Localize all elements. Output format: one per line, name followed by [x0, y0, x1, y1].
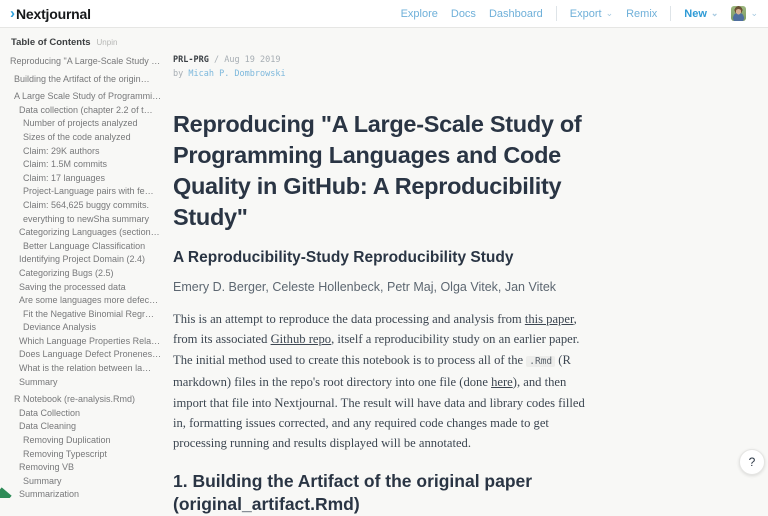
paragraph-text: , itself a reproducibility study on an earlier paper. The initial method used to create this notebook is to process all of the	[173, 332, 580, 367]
top-nav	[0, 0, 768, 28]
nav-divider	[670, 6, 671, 21]
toc-item[interactable]: everything to newSha summary	[23, 213, 150, 224]
toc-item[interactable]: Claim: 1.5M commits	[23, 159, 108, 170]
author-link[interactable]: Micah P. Dombrowski	[188, 69, 286, 79]
toc-item[interactable]: A Large Scale Study of Programmi…	[14, 91, 162, 102]
toc-item[interactable]: Data Collection	[19, 407, 81, 418]
paragraph-text: ), and then import that file into Nextjournal. The result will have data and library codes filled in, formatting issues corrected, and any required code changes made to get processing running and results displayed will be annotated.	[173, 375, 585, 451]
toc-item[interactable]: Removing VB	[19, 462, 75, 473]
article	[173, 28, 597, 516]
nav-docs[interactable]: Docs	[450, 7, 476, 20]
authors-line: Emery D. Berger, Celeste Hollenbeck, Petr Maj, Olga Vitek, Jan Vitek	[173, 280, 557, 294]
new-label: New	[684, 7, 707, 20]
toc-item[interactable]: Better Language Classification	[23, 240, 146, 251]
avatar	[731, 6, 746, 21]
nav-dashboard[interactable]: Dashboard	[488, 7, 543, 20]
toc-item[interactable]: Data collection (chapter 2.2 of t…	[19, 104, 153, 115]
toc-unpin-button[interactable]: Unpin	[96, 38, 118, 47]
chevron-down-icon: ⌄	[605, 8, 614, 18]
toc-item[interactable]: Summarization	[19, 489, 80, 498]
toc-item[interactable]: Claim: 29K authors	[23, 145, 100, 156]
logo-text: Nextjournal	[16, 5, 91, 22]
toc-item[interactable]: Summary	[19, 376, 58, 387]
nav-explore[interactable]: Explore	[400, 7, 438, 20]
page-title: Reproducing "A Large-Scale Study of Programming Languages and Code Quality in GitHub: A Reproducibility Study"	[173, 111, 582, 230]
nav-divider	[556, 6, 557, 21]
nextjournal-logo[interactable]	[10, 6, 91, 22]
chevron-down-icon: ⌄	[710, 8, 719, 18]
export-label: Export	[569, 7, 602, 20]
new-menu-button[interactable]	[684, 8, 718, 20]
table-of-contents	[0, 28, 168, 498]
article-date: Aug 19 2019	[224, 55, 281, 65]
toc-item[interactable]: Claim: 564,625 buggy commits.	[23, 199, 150, 210]
here-link[interactable]: here	[491, 375, 513, 390]
intro-paragraph	[173, 309, 597, 454]
toc-item[interactable]: Data Cleaning	[19, 421, 77, 432]
logo-chevron-icon: ›	[10, 5, 15, 22]
meta-line-2	[173, 69, 597, 79]
toc-list	[0, 55, 168, 498]
user-menu-button[interactable]	[731, 6, 758, 21]
toc-item[interactable]: Does Language Defect Pronenes…	[19, 349, 162, 360]
meta-line-1	[173, 55, 597, 65]
toc-item[interactable]: What is the relation between la…	[19, 363, 152, 374]
remix-button[interactable]: Remix	[626, 7, 658, 20]
toc-item[interactable]: Categorizing Bugs (2.5)	[19, 267, 114, 278]
toc-item[interactable]: Project-Language pairs with fe…	[23, 186, 154, 197]
toc-item[interactable]: Sizes of the code analyzed	[23, 131, 131, 142]
toc-item[interactable]: Claim: 17 languages	[23, 172, 106, 183]
toc-title: Table of Contents	[11, 37, 91, 48]
meta-separator: /	[213, 55, 220, 65]
paragraph-text: This is an attempt to reproduce the data processing and analysis from	[173, 312, 525, 326]
toc-item[interactable]: Are some languages more defec…	[19, 295, 159, 306]
export-menu-button[interactable]	[570, 8, 613, 20]
help-button[interactable]	[739, 449, 765, 475]
toc-header	[0, 37, 168, 48]
toc-item[interactable]: R Notebook (re-analysis.Rmd)	[14, 394, 136, 405]
byline-prefix: by	[173, 69, 184, 79]
this-paper-link[interactable]: this paper	[524, 312, 574, 326]
toc-item[interactable]: Removing Duplication	[23, 435, 111, 446]
toc-item[interactable]: Deviance Analysis	[23, 322, 97, 333]
toc-item[interactable]: Number of projects analyzed	[23, 118, 138, 129]
toc-item[interactable]: Building the Artifact of the origin…	[14, 73, 150, 84]
toc-item[interactable]: Saving the processed data	[19, 281, 126, 292]
toc-item[interactable]: Reproducing "A Large-Scale Study …	[10, 56, 161, 66]
article-meta	[173, 55, 597, 79]
section-heading-1: 1. Building the Artifact of the original paper (original_artifact.Rmd)	[173, 470, 533, 514]
top-nav-links	[401, 6, 758, 21]
toc-item[interactable]: Removing Typescript	[23, 448, 107, 459]
toc-item[interactable]: Which Language Properties Rela…	[19, 335, 161, 346]
toc-item[interactable]: Categorizing Languages (section…	[19, 227, 160, 238]
paragraph-text: , from its associated	[173, 312, 577, 347]
toc-item[interactable]: Summary	[23, 475, 62, 486]
github-repo-link[interactable]: Github repo	[270, 332, 332, 347]
page-subtitle: A Reproducibility-Study Reproducibility Study	[173, 249, 514, 266]
toc-item[interactable]: Fit the Negative Binomial Regr…	[23, 308, 155, 319]
toc-item[interactable]: Identifying Project Domain (2.4)	[19, 254, 146, 265]
help-icon: ?	[748, 455, 756, 469]
chevron-down-icon: ⌄	[750, 8, 758, 18]
project-link[interactable]: PRL-PRG	[173, 55, 209, 65]
paragraph-text: (R markdown) files in the repo's root directory into one file (done	[173, 352, 571, 390]
inline-code-rmd: .Rmd	[526, 356, 555, 367]
